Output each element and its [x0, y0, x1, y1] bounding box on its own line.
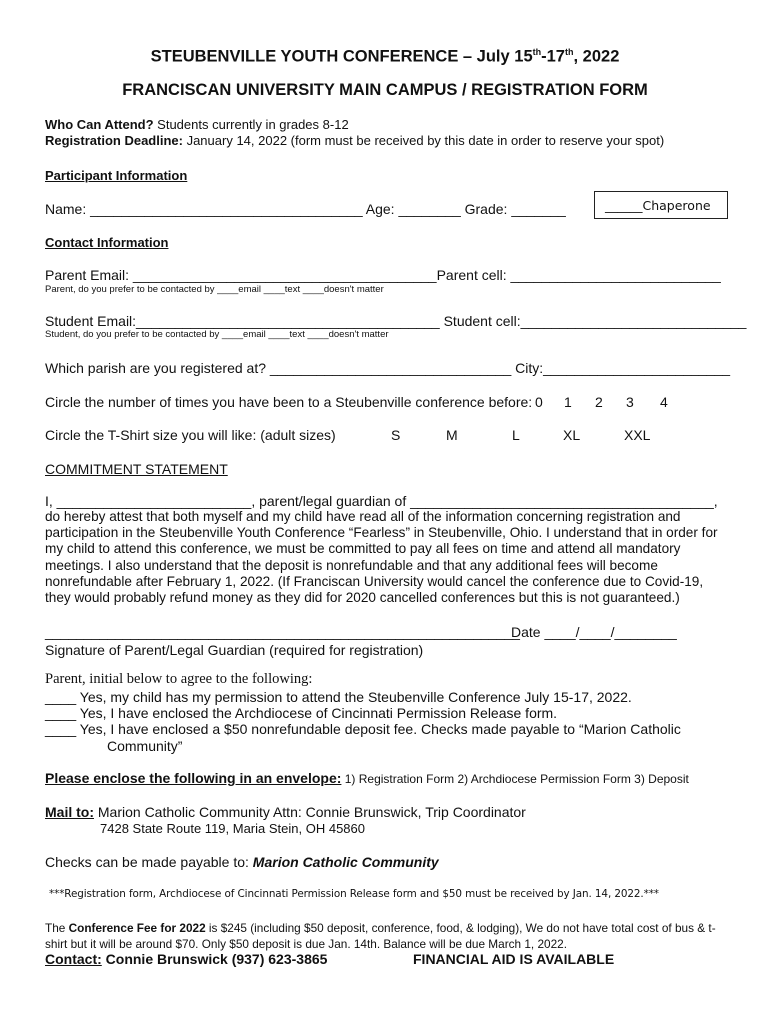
name-age-grade-field[interactable]: Name: ___________________________________ Age: ________ Grade: _______: [45, 201, 566, 217]
conference-count-option-2[interactable]: 2: [595, 394, 603, 410]
checks-payable: Checks can be made payable to: Marion Catholic Community: [45, 854, 439, 870]
tshirt-label: Circle the T-Shirt size you will like: (adult sizes): [45, 427, 336, 443]
enclose-instructions: Please enclose the following in an envelope: 1) Registration Form 2) Archdiocese Permission Form 3) Deposit: [45, 770, 689, 786]
parent-email-cell-field[interactable]: Parent Email: _______________________________________Parent cell: ___________________________: [45, 267, 721, 283]
who-can-attend: Who Can Attend? Students currently in grades 8-12: [45, 117, 349, 132]
tshirt-option-l[interactable]: L: [512, 427, 520, 443]
mail-address: 7428 State Route 119, Maria Stein, OH 45860: [100, 821, 365, 836]
chaperone-box[interactable]: [594, 191, 728, 219]
initial-item-deposit-cont: Community”: [107, 738, 183, 754]
parent-contact-preference[interactable]: Parent, do you prefer to be contacted by ____email ____text ____doesn't matter: [45, 284, 384, 295]
participant-heading: Participant Information: [45, 168, 188, 183]
conference-count-label: Circle the number of times you have been to a Steubenville conference before:: [45, 394, 533, 410]
guardian-name-field[interactable]: I, _________________________, parent/legal guardian of _______________________________________,: [45, 493, 718, 509]
tshirt-option-xl[interactable]: XL: [563, 427, 581, 443]
initial-item-permission[interactable]: ____ Yes, my child has my permission to attend the Steubenville Conference July 15-17, 2022.: [45, 689, 632, 705]
tshirt-option-s[interactable]: S: [391, 427, 401, 443]
registration-deadline: Registration Deadline: January 14, 2022 (form must be received by this date in order to reserve your spot): [45, 133, 665, 148]
page-title: STEUBENVILLE YOUTH CONFERENCE – July 15th-17th, 2022: [150, 47, 620, 66]
initial-item-deposit[interactable]: ____ Yes, I have enclosed a $50 nonrefundable deposit fee. Checks made payable to “Marion Catholic: [45, 721, 681, 737]
parish-city-field[interactable]: Which parish are you registered at? _______________________________ City:________________________: [45, 360, 731, 376]
conference-count-option-0[interactable]: 0: [535, 394, 543, 410]
page-subtitle: FRANCISCAN UNIVERSITY MAIN CAMPUS / REGISTRATION FORM: [122, 81, 648, 99]
contact-heading: Contact Information: [45, 235, 169, 250]
contact-info: Contact: Connie Brunswick (937) 623-3865: [45, 951, 328, 967]
signature-label: Signature of Parent/Legal Guardian (required for registration): [45, 642, 424, 658]
signature-line[interactable]: _____________________________________________________________: [45, 624, 520, 640]
deadline-notice: ***Registration form, Archdiocese of Cincinnati Permission Release form and $50 must be received by Jan. 14, 2022.***: [49, 888, 659, 900]
date-field[interactable]: Date ____/____/________: [511, 624, 677, 640]
conference-count-option-4[interactable]: 4: [660, 394, 668, 410]
initial-item-release-form[interactable]: ____ Yes, I have enclosed the Archdiocese of Cincinnati Permission Release form.: [45, 705, 558, 721]
conference-count-option-3[interactable]: 3: [626, 394, 634, 410]
chaperone-label: ______Chaperone: [605, 198, 711, 213]
student-email-cell-field[interactable]: Student Email:_______________________________________ Student cell:_____________________________: [45, 313, 747, 329]
tshirt-option-m[interactable]: M: [446, 427, 458, 443]
commitment-body: do hereby attest that both myself and my child have read all of the information concerning registration and participation in the Steubenville Youth Conference “Fearless” in Steubenville, Ohio. I understand that in order for my child to attend this conference, we must be committed to pay all fees on time and attend all mandatory meetings. I also understand that the deposit is nonrefundable and that any additional fees will become nonrefundable after February 1, 2022. (If Franciscan University would cancel the conference due to Covid-19, they would probably refund money as they did for 2020 cancelled conferences but this is not guaranteed.): [45, 509, 718, 606]
financial-aid-note: FINANCIAL AID IS AVAILABLE: [413, 951, 615, 967]
initials-intro: Parent, initial below to agree to the following:: [45, 671, 313, 687]
tshirt-option-xxl[interactable]: XXL: [624, 427, 651, 443]
student-contact-preference[interactable]: Student, do you prefer to be contacted by ____email ____text ____doesn't matter: [45, 329, 389, 340]
conference-fee-note: The Conference Fee for 2022 is $245 (including $50 deposit, conference, food, & lodging), We do not have total cost of bus & t-shirt but it will be around $70. Only $50 deposit is due Jan. 14th. Balance will be due March 1, 2022.: [45, 921, 716, 951]
mail-to: Mail to: Marion Catholic Community Attn: Connie Brunswick, Trip Coordinator: [45, 804, 526, 820]
conference-count-option-1[interactable]: 1: [564, 394, 572, 410]
commitment-heading: COMMITMENT STATEMENT: [45, 461, 228, 477]
